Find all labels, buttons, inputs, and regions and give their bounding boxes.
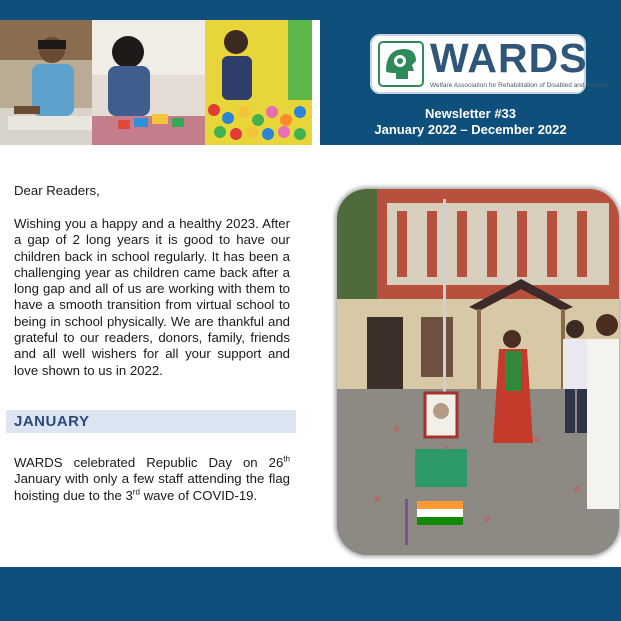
january-text-3: wave of COVID-19. — [139, 487, 258, 503]
top-color-band — [0, 0, 621, 20]
january-sup-rd: rd — [132, 487, 140, 497]
republic-day-illustration — [337, 189, 619, 555]
january-text-2: January with only a few staff attending the flag hoisting due to the 3 — [14, 471, 290, 503]
logo-emblem-icon — [378, 41, 424, 87]
section-heading-january: JANUARY — [14, 413, 90, 430]
logo-tagline: Welfare Association for Rehabilitation of Disabled and Society — [430, 82, 608, 89]
january-sup-th: th — [283, 454, 290, 464]
header-photo-collage — [0, 20, 312, 145]
republic-day-photo — [337, 189, 619, 555]
wards-logo — [370, 34, 608, 94]
newsletter-number: Newsletter #33 — [424, 106, 517, 121]
letter-greeting: Dear Readers, — [14, 183, 100, 198]
newsletter-date-range: January 2022 – December 2022 — [374, 122, 567, 137]
january-text-1: WARDS celebrated Republic Day on 26 — [14, 455, 284, 470]
bottom-color-band — [0, 567, 621, 621]
letter-body: Wishing you a happy and a healthy 2023. After a gap of 2 long years it is good to have our children back in school regularly. It has been a challenging year as children came back after a long gap and all of us are working with them to have a smooth transition from virtual school to being in school physically. We are thankful and grateful to our readers, donors, family, friends and all well wishers for all your support and love shown to us in 2022. — [14, 216, 290, 378]
newsletter-header — [320, 20, 621, 145]
logo-wordmark: WARDS — [430, 35, 588, 81]
section-heading-bar — [6, 410, 296, 433]
collage-illustration — [0, 20, 312, 145]
january-paragraph — [14, 455, 290, 504]
